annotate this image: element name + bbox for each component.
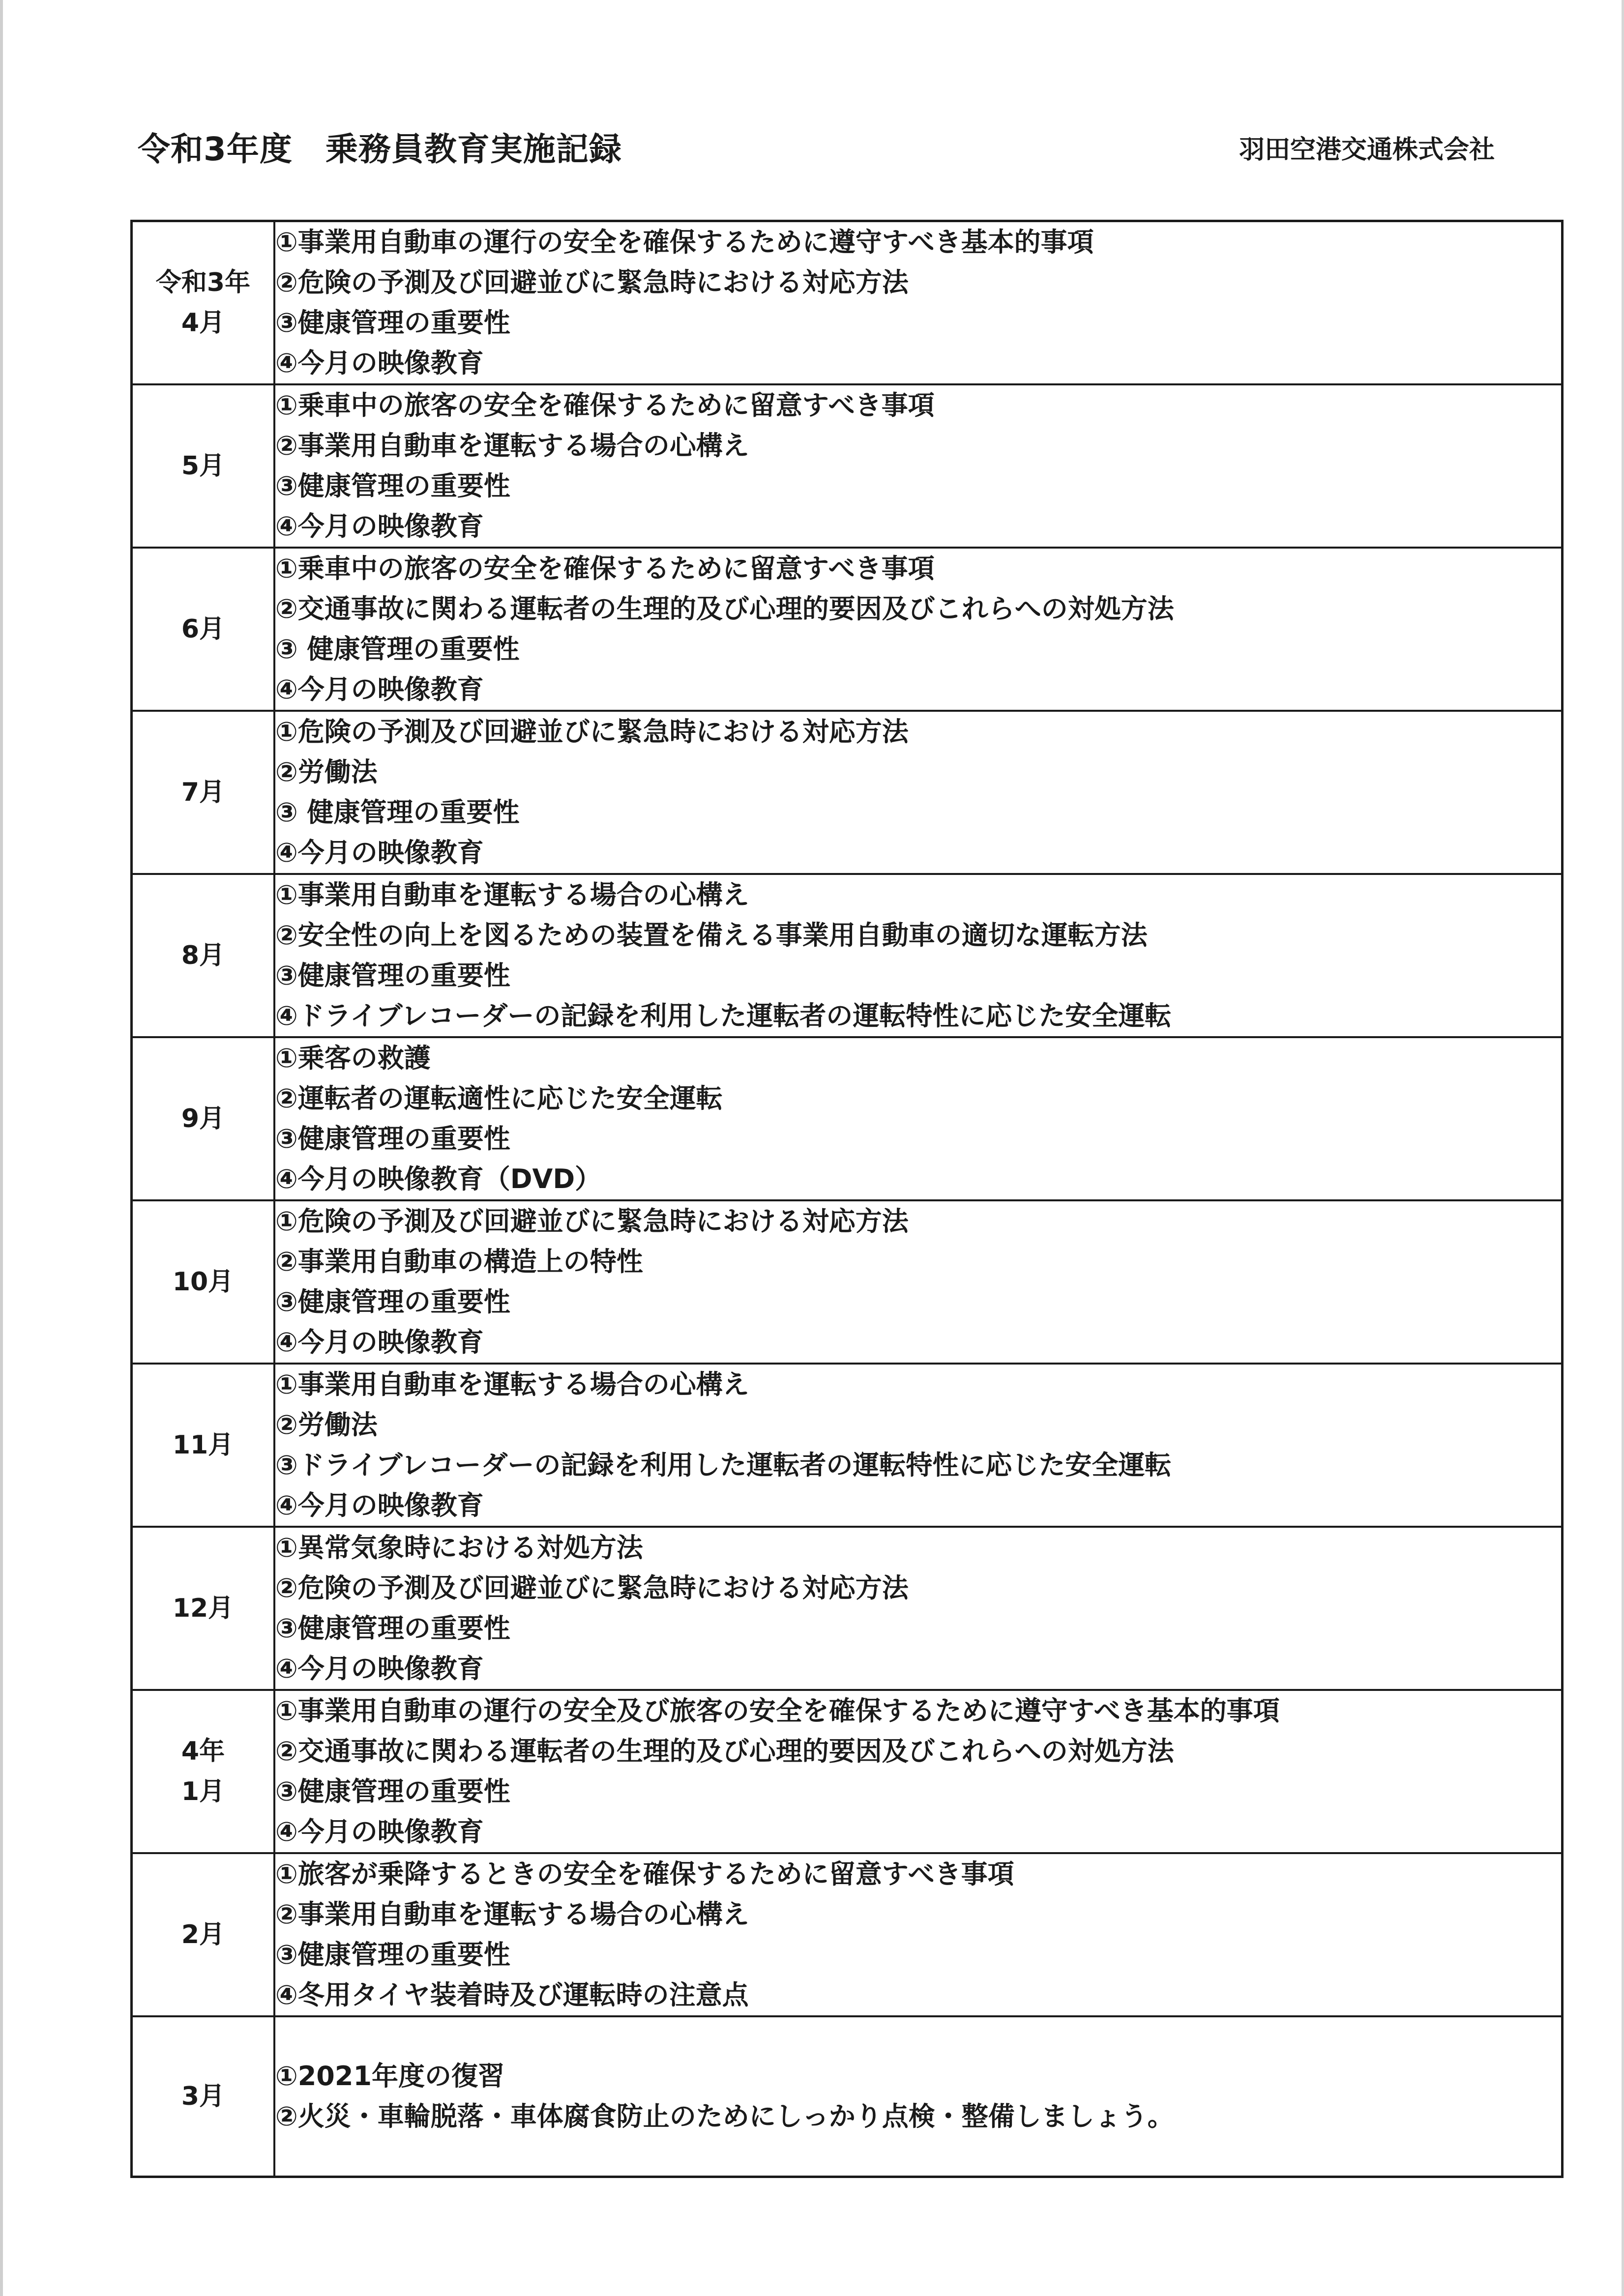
scan-edge-right: [1622, 0, 1624, 2296]
table-row: [132, 221, 1563, 385]
topic-item: ④今月の映像教育: [275, 511, 484, 542]
month-cell: [132, 1200, 275, 1364]
month-cell: [132, 1527, 275, 1690]
topic-item: ①旅客が乗降するときの安全を確保するために留意すべき事項: [275, 1859, 1014, 1889]
month-label: 4年: [181, 1737, 225, 1766]
month-label: 令和3年: [155, 268, 251, 297]
topics-cell: [274, 2016, 1563, 2177]
month-cell: [132, 548, 275, 711]
topic-item: ①事業用自動車の運行の安全及び旅客の安全を確保するために遵守すべき基本的事項: [275, 1695, 1280, 1726]
topic-item: ①事業用自動車を運転する場合の心構え: [275, 879, 749, 910]
topic-item: ④今月の映像教育: [275, 1490, 484, 1521]
topic-item: ②労働法: [275, 1409, 378, 1440]
topic-item: ①異常気象時における対処方法: [275, 1532, 643, 1563]
month-label: 1月: [181, 1777, 225, 1806]
table-row: [132, 2016, 1563, 2177]
month-label: 8月: [181, 941, 225, 970]
month-label: 11月: [172, 1430, 234, 1460]
topic-item: ②交通事故に関わる運転者の生理的及び心理的要因及びこれらへの対処方法: [275, 1736, 1174, 1767]
topics-cell: [274, 1364, 1563, 1527]
company-name: 羽田空港交通株式会社: [1239, 135, 1495, 165]
table-row: [132, 548, 1563, 711]
topics-cell: [274, 221, 1563, 385]
topic-item: ②安全性の向上を図るための装置を備える事業用自動車の適切な運転方法: [275, 920, 1148, 951]
topic-item: ②事業用自動車を運転する場合の心構え: [275, 1899, 749, 1930]
table-row: [132, 1527, 1563, 1690]
month-cell: [132, 221, 275, 385]
topic-item: ④今月の映像教育: [275, 1816, 484, 1847]
topic-item: ④今月の映像教育: [275, 674, 484, 705]
topics-cell: [274, 1853, 1563, 2016]
table-row: [132, 711, 1563, 874]
table-row: [132, 384, 1563, 548]
topic-item: ③健康管理の重要性: [275, 1123, 510, 1154]
topic-item: ④今月の映像教育（DVD）: [275, 1163, 602, 1194]
topic-item: ①事業用自動車を運転する場合の心構え: [275, 1369, 749, 1400]
month-cell: [132, 1037, 275, 1200]
month-cell: [132, 711, 275, 874]
topic-item: ③健康管理の重要性: [275, 1776, 510, 1807]
topics-cell: [274, 711, 1563, 874]
topics-cell: [274, 1037, 1563, 1200]
month-cell: [132, 2016, 275, 2177]
month-label: 2月: [181, 1920, 225, 1949]
topic-item: ③健康管理の重要性: [275, 307, 510, 338]
topic-item: ①危険の予測及び回避並びに緊急時における対応方法: [275, 1206, 909, 1237]
topic-item: ④今月の映像教育: [275, 1653, 484, 1684]
table-row: [132, 1037, 1563, 1200]
topic-item: ④今月の映像教育: [275, 348, 484, 378]
table-row: [132, 1364, 1563, 1527]
month-cell: [132, 384, 275, 548]
topic-item: ④今月の映像教育: [275, 1327, 484, 1358]
topic-item: ②危険の予測及び回避並びに緊急時における対応方法: [275, 1572, 909, 1603]
document-title: 令和3年度 乗務員教育実施記録: [138, 130, 622, 168]
table-row: [132, 1200, 1563, 1364]
topic-item: ②危険の予測及び回避並びに緊急時における対応方法: [275, 267, 909, 298]
topics-cell: [274, 1527, 1563, 1690]
topic-item: ①事業用自動車の運行の安全を確保するために遵守すべき基本的事項: [275, 227, 1094, 258]
month-cell: [132, 1853, 275, 2016]
topic-item: ③ 健康管理の重要性: [275, 797, 520, 828]
month-label: 6月: [181, 614, 225, 644]
topics-cell: [274, 384, 1563, 548]
topic-item: ②事業用自動車を運転する場合の心構え: [275, 430, 749, 461]
topics-cell: [274, 548, 1563, 711]
month-label: 4月: [181, 308, 225, 338]
topic-item: ①乗車中の旅客の安全を確保するために留意すべき事項: [275, 390, 935, 421]
month-cell: [132, 874, 275, 1037]
topic-item: ②労働法: [275, 756, 378, 787]
topics-cell: [274, 1200, 1563, 1364]
topic-item: ②事業用自動車の構造上の特性: [275, 1246, 643, 1277]
table-row: [132, 1853, 1563, 2016]
topic-item: ④今月の映像教育: [275, 837, 484, 868]
topic-item: ③ドライブレコーダーの記録を利用した運転者の運転特性に応じた安全運転: [275, 1450, 1172, 1481]
document-header: [133, 118, 1495, 172]
month-label: 9月: [181, 1104, 225, 1133]
topic-item: ④ドライブレコーダーの記録を利用した運転者の運転特性に応じた安全運転: [275, 1000, 1172, 1031]
topic-item: ③健康管理の重要性: [275, 470, 510, 501]
month-label: 5月: [181, 451, 225, 481]
topic-item: ②運転者の運転適性に応じた安全運転: [275, 1083, 723, 1114]
scan-edge-left: [0, 0, 3, 2296]
topic-item: ③健康管理の重要性: [275, 1613, 510, 1644]
topic-item: ③健康管理の重要性: [275, 1286, 510, 1317]
topic-item: ①乗客の救護: [275, 1043, 431, 1074]
record-table-body: [132, 221, 1563, 2177]
month-cell: [132, 1690, 275, 1853]
topic-item: ①危険の予測及び回避並びに緊急時における対応方法: [275, 716, 909, 747]
topic-item: ③健康管理の重要性: [275, 960, 510, 991]
topic-item: ①乗車中の旅客の安全を確保するために留意すべき事項: [275, 553, 935, 584]
topics-cell: [274, 874, 1563, 1037]
month-label: 12月: [172, 1594, 234, 1623]
education-record-table: [130, 220, 1564, 2178]
topics-cell: [274, 1690, 1563, 1853]
month-label: 7月: [181, 778, 225, 807]
topic-item: ④冬用タイヤ装着時及び運転時の注意点: [275, 1979, 749, 2010]
topic-item: ①2021年度の復習: [275, 2060, 505, 2092]
topic-item: ③ 健康管理の重要性: [275, 634, 520, 665]
month-label: 3月: [181, 2081, 225, 2111]
table-row: [132, 874, 1563, 1037]
table-row: [132, 1690, 1563, 1853]
topic-item: ②交通事故に関わる運転者の生理的及び心理的要因及びこれらへの対処方法: [275, 593, 1174, 624]
month-label: 10月: [172, 1267, 234, 1297]
topic-item: ③健康管理の重要性: [275, 1939, 510, 1970]
topic-item: ②火災・車輪脱落・車体腐食防止のためにしっかり点検・整備しましょう。: [275, 2100, 1174, 2132]
month-cell: [132, 1364, 275, 1527]
